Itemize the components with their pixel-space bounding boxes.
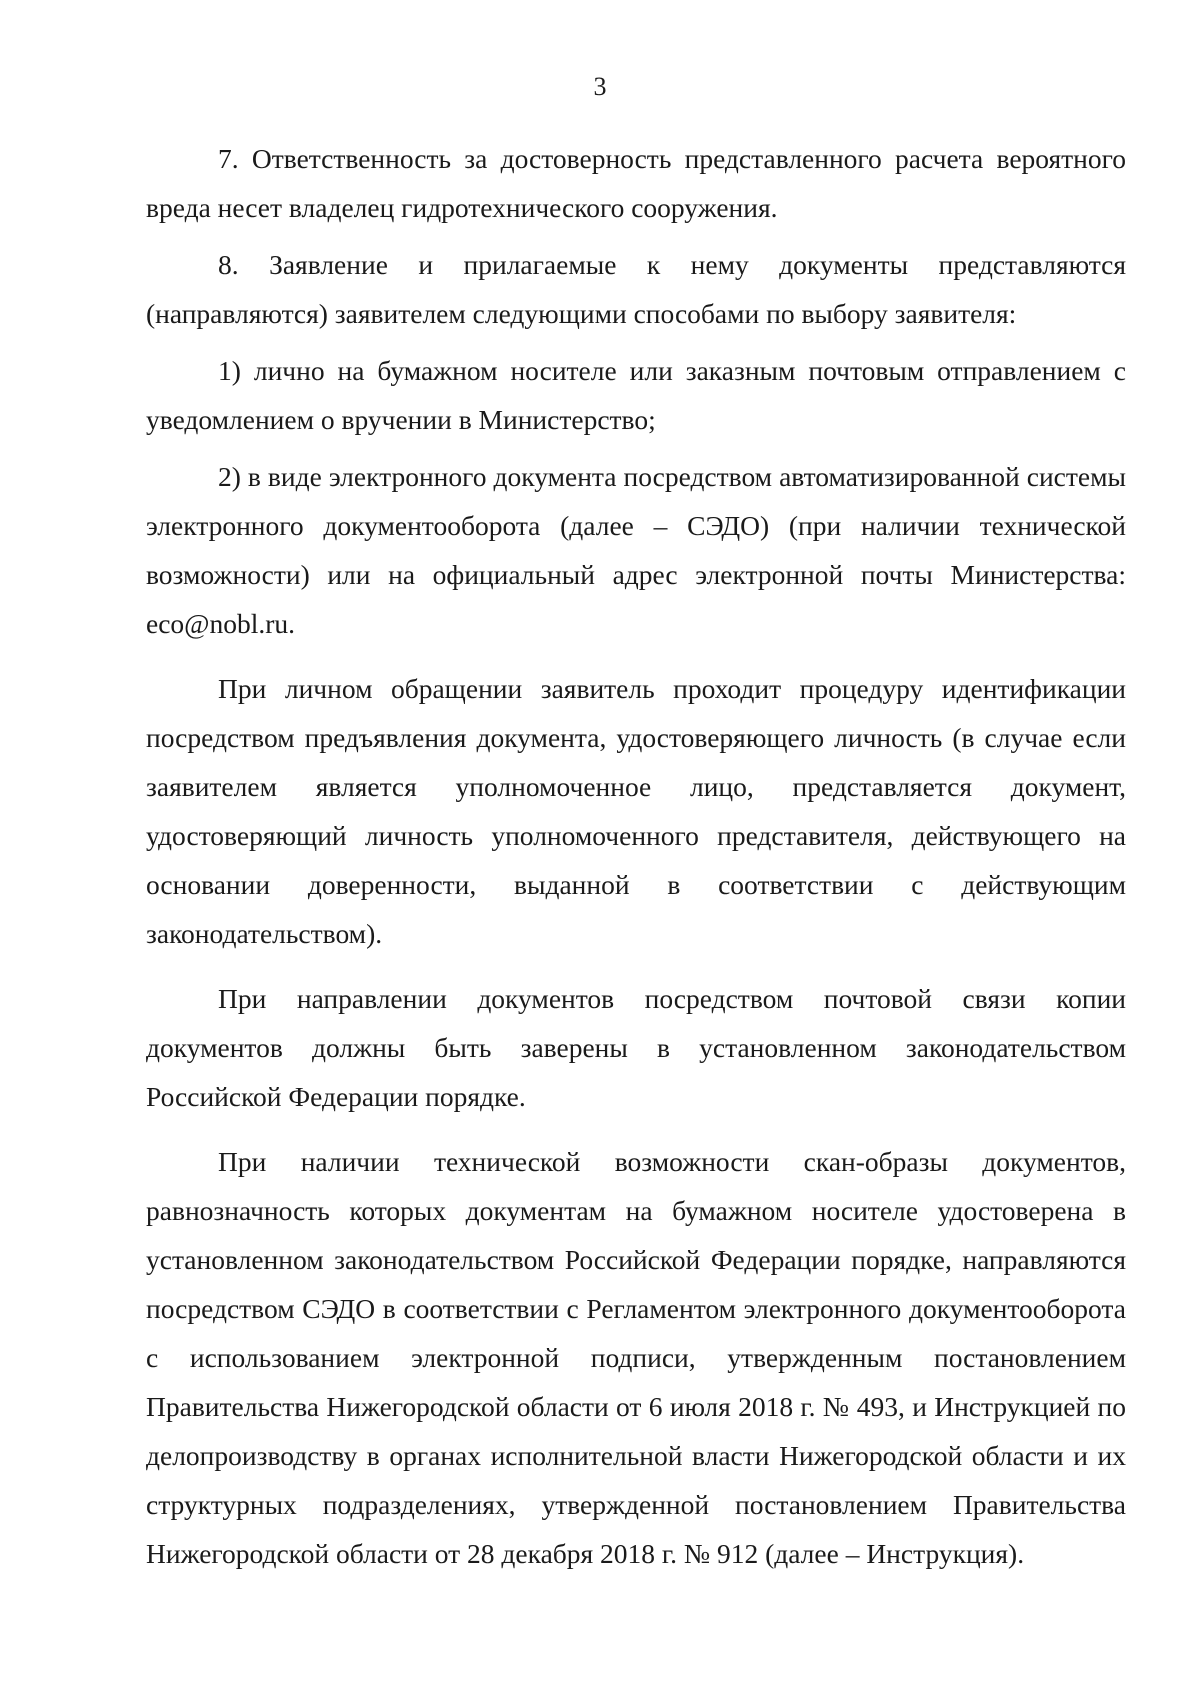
page-number: 3: [593, 72, 607, 101]
paragraph-scanned-documents: При наличии технической возможности скан-образы документов, равнозначность которых документам на бумажном носителе удостоверена в установленном законодательством Российской Федерации порядке, направляются посредством СЭДО в соответствии с Регламентом электронного документооборота с использованием электронной подписи, утвержденным постановлением Правительства Нижегородской области от 6 июля 2018 г. № 493, и Инструкцией по делопроизводству в органах исполнительной власти Нижегородской области и их структурных подразделениях, утвержденной постановлением Правительства Нижегородской области от 28 декабря 2018 г. № 912 (далее – Инструкция).: [146, 1146, 1126, 1569]
paragraph-postal-submission: При направлении документов посредством почтовой связи копии документов должны быть заверены в установленном законодательством Российской Федерации порядке.: [146, 983, 1126, 1112]
document-body: [146, 134, 1126, 1586]
paragraph-personal-appeal: При личном обращении заявитель проходит процедуру идентификации посредством предъявления документа, удостоверяющего личность (в случае если заявителем является уполномоченное лицо, представляется документ, удостоверяющий личность уполномоченного представителя, действующего на основании доверенности, выданной в соответствии с действующим законодательством).: [146, 673, 1126, 949]
paragraph-item-8-submission-methods: 8. Заявление и прилагаемые к нему документы представляются (направляются) заявителем следующими способами по выбору заявителя:: [146, 249, 1126, 329]
paragraph-subitem-2-electronic: 2) в виде электронного документа посредством автоматизированной системы электронного документооборота (далее – СЭДО) (при наличии технической возможности) или на официальный адрес электронной почты Министерства: eco@nobl.ru.: [146, 461, 1126, 639]
paragraph-subitem-1-in-person: 1) лично на бумажном носителе или заказным почтовым отправлением с уведомлением о вручении в Министерство;: [146, 355, 1126, 435]
paragraph-item-7-responsibility: 7. Ответственность за достоверность представленного расчета вероятного вреда несет владелец гидротехнического сооружения.: [146, 143, 1126, 223]
